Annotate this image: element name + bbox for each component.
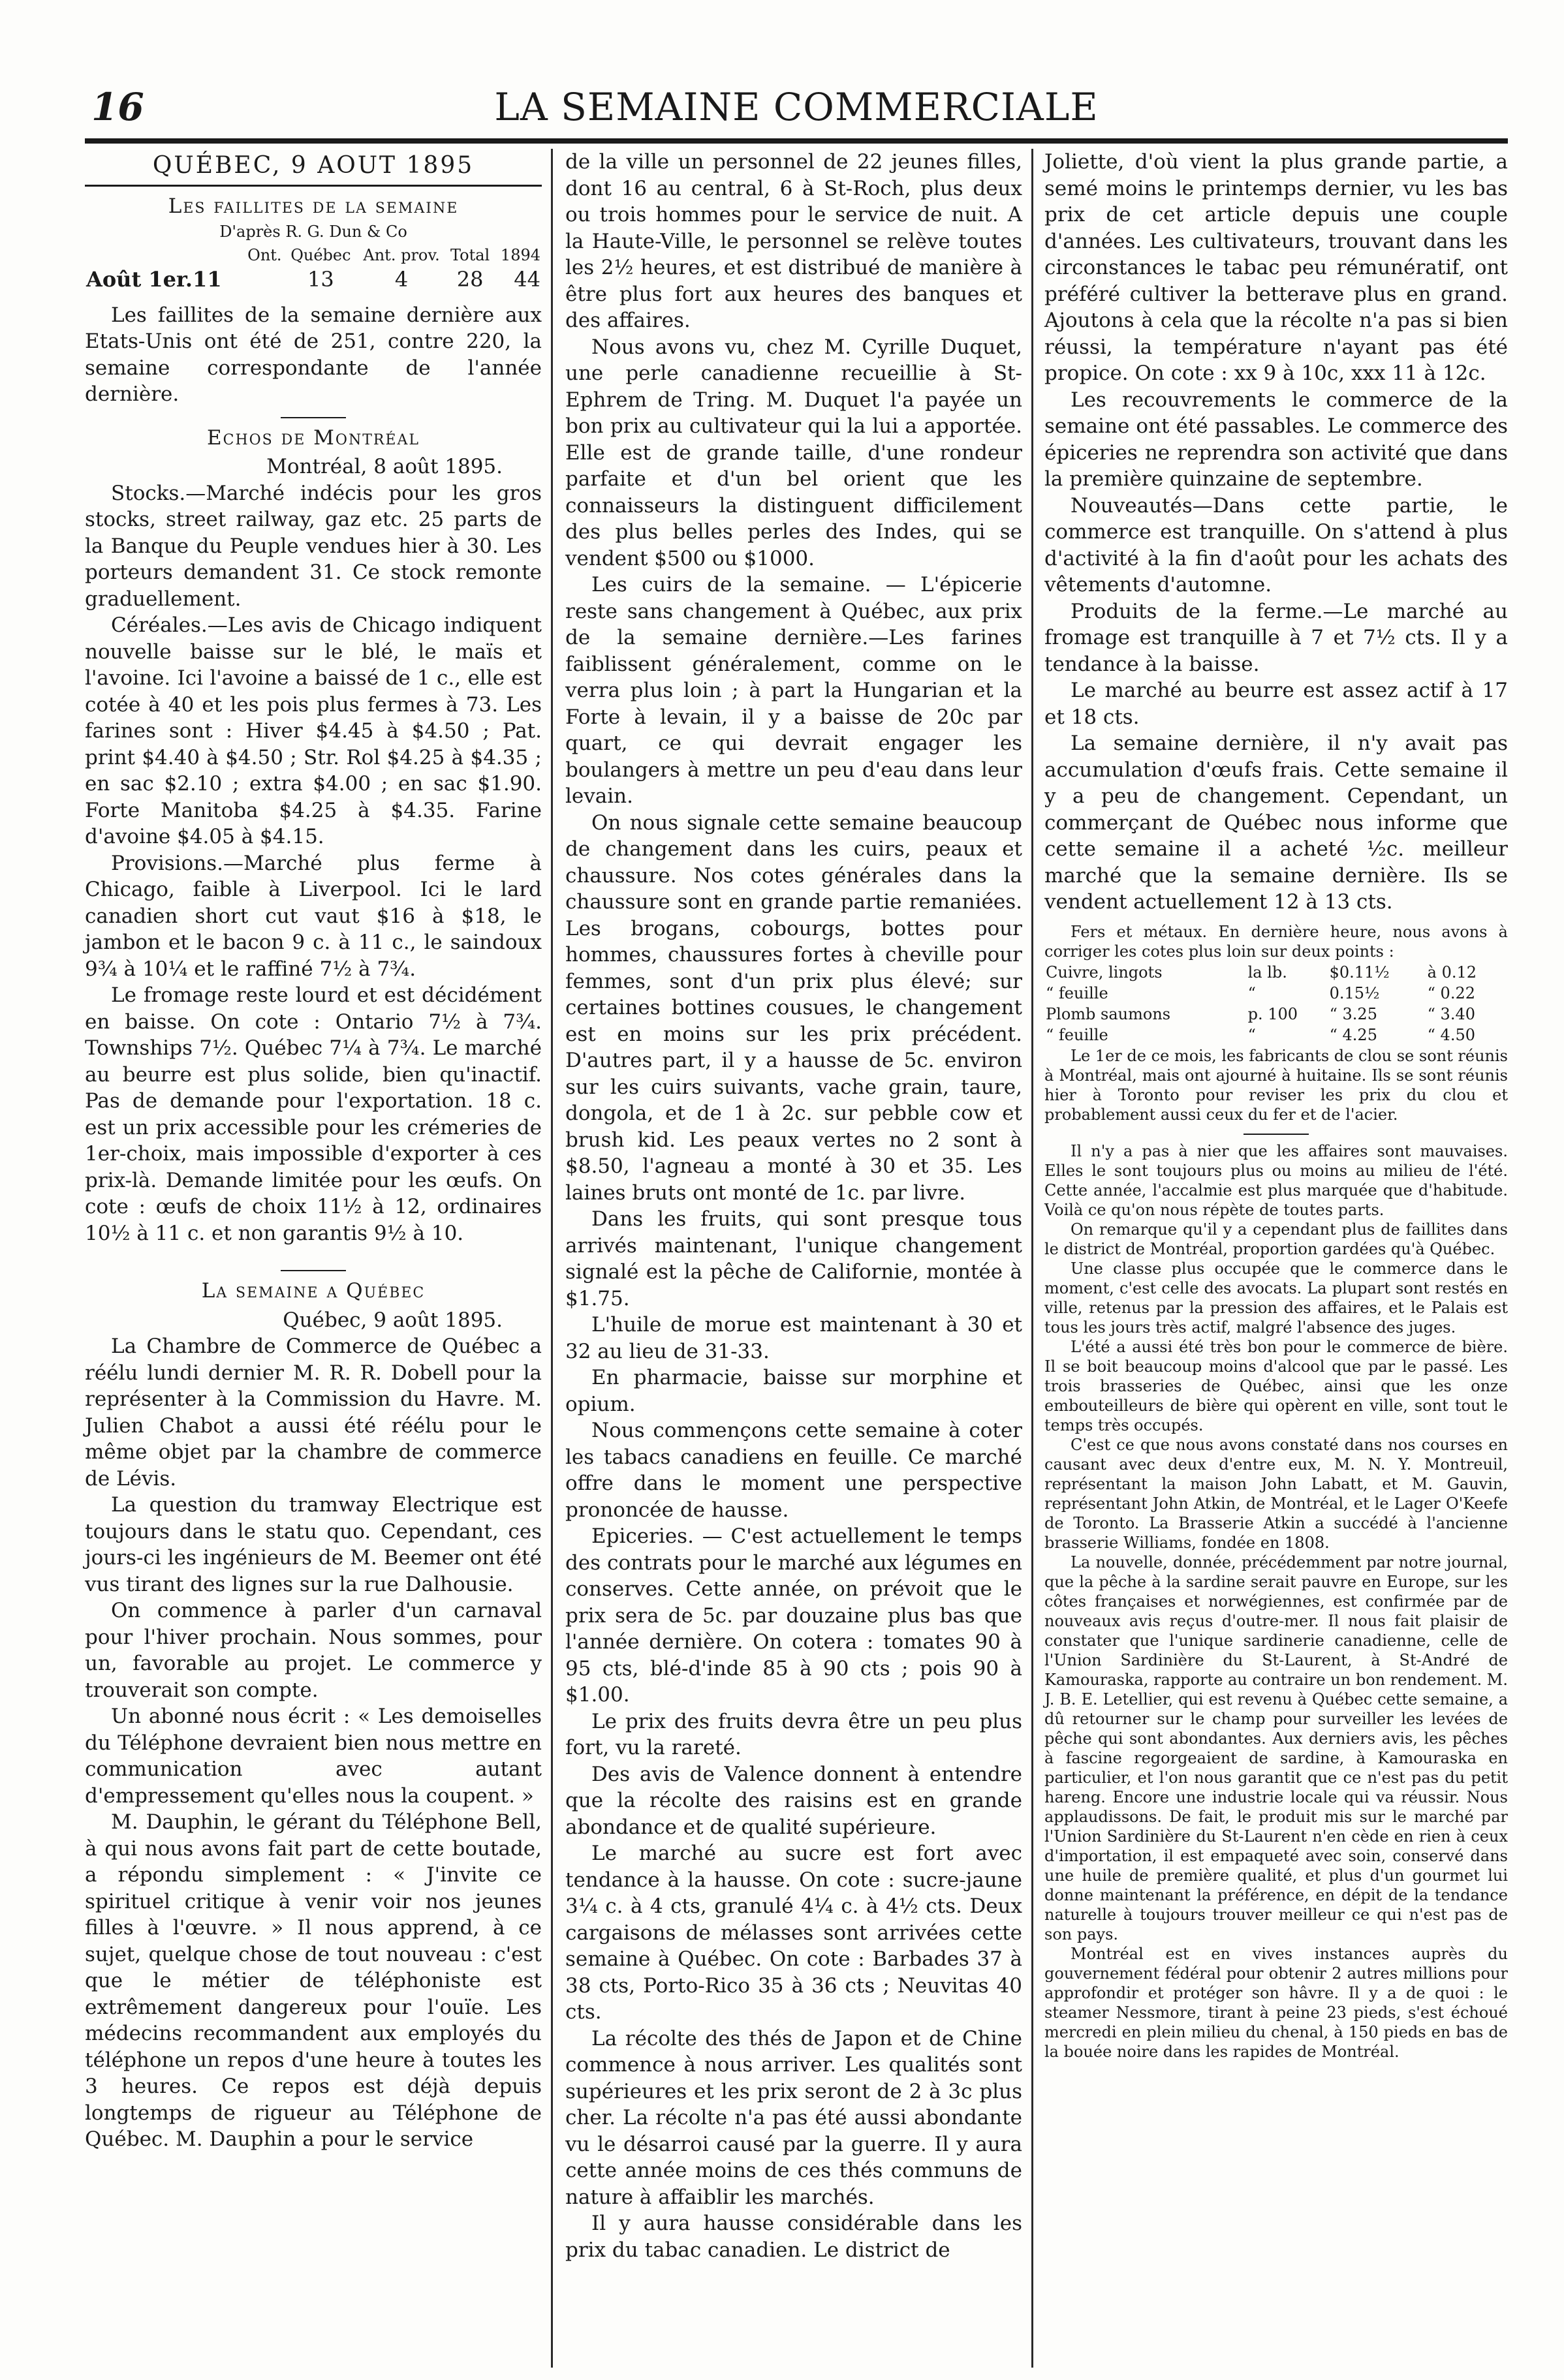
quebec-paragraph: On commence à parler d'un carnaval pour l'hiver prochain. Nous sommes, pour un, favorable au projet. Le commerce y trouverait son compte.	[85, 1599, 542, 1702]
faillites-source: D'après R. G. Dun & Co	[219, 223, 407, 241]
article-paragraph: La semaine dernière, il n'y avait pas accumulation d'œufs frais. Cette semaine il y a peu de changement. Cependant, un commerçant de Québec nous informe que cette semaine il a acheté ½c. meilleur marché que la semaine dernière. Ils se vendent actuellement 12 à 13 cts.	[1044, 732, 1508, 914]
section-divider	[281, 1270, 346, 1271]
article-paragraph: En pharmacie, baisse sur morphine et opium.	[565, 1366, 1022, 1416]
metaux-price: “ 0.22	[1427, 983, 1475, 1002]
section-divider	[281, 417, 346, 418]
table-cell: 28	[456, 267, 484, 292]
article-paragraph: Nous avons vu, chez M. Cyrille Duquet, une perle canadienne recueillie à St-Ephrem de Tring. M. Duquet l'a payée un bon prix au cultivateur qui la lui a apportée. Elle est de grande taille, d'une rondeur parfaite et d'un bel orient que les connaisseurs la distinguent difficilement des plus belles perles des Indes, qui se vendent $500 ou $1000.	[565, 335, 1022, 570]
echos-paragraph: Provisions.—Marché plus ferme à Chicago, faible à Liverpool. Ici le lard canadien short cut vaut $16 à $18, le jambon et le bacon 9 c. à 11 c., le saindoux 9¾ à 10¼ et le raffiné 7½ à 7¾.	[85, 851, 542, 981]
quebec-paragraph: La Chambre de Commerce de Québec a réélu lundi dernier M. R. R. Dobell pour la représenter à la Commission du Havre. M. Julien Chabot a aussi été réélu pour le même objet par la chambre de commerce de Lévis.	[85, 1335, 542, 1491]
quebec-dateline: Québec, 9 août 1895.	[283, 1308, 503, 1332]
metaux-row	[1046, 983, 1507, 1003]
spacer	[85, 1246, 542, 1261]
column-3	[1044, 149, 1508, 2062]
article-paragraph: Il y aura hausse considérable dans les prix du tabac canadien. Le district de	[565, 2212, 1022, 2262]
column-1	[85, 149, 542, 2153]
metaux-price: 0.15½	[1329, 983, 1380, 1002]
article-paragraph: de la ville un personnel de 22 jeunes filles, dont 16 au central, 6 à St-Roch, plus deux ou trois hommes pour le service de nuit. A la Haute-Ville, le personnel se relève toutes les 2½ heures, et est distribué de manière à être plus fort aux heures des banques et des affaires.	[565, 150, 1022, 332]
table-cell	[245, 266, 285, 293]
faillites-table-row	[86, 266, 540, 293]
chronique-paragraph: La nouvelle, donnée, précédemment par notre journal, que la pêche à la sardine serait pauvre en Europe, sur les côtes françaises et norwégiennes, est confirmée par de nouveaux avis reçus d'outre-mer. Il nous fait plaisir de constater que l'unique sardinerie canadienne, celle de l'Union Sardinière du St-Laurent, à St-André de Kamouraska, rapporte au contraire un bon rendement. M. J. B. E. Letellier, qui est revenu à Québec cette semaine, a dû retourner sur le champ pour surveiller les levées de pêche qui sont abondantes. Aux derniers avis, les pêches à fascine regorgeaient de sardine, à Kamouraska en particulier, et l'on nous garantit que ce n'est pas du petit hareng. Encore une industrie locale qui va réussir. Nous applaudissons. De fait, le produit mis sur le marché par l'Union Sardinière du St-Laurent n'en cède en rien à ceux d'importation, il est empaqueté avec soin, conservé dans une huile de première qualité, et plus d'un gourmet lui donne maintenant la préférence, en dépit de la tendance naturelle à toujours trouver meilleur ce qui n'est pas de son pays.	[1044, 1553, 1508, 1943]
metaux-price: “ 4.50	[1427, 1025, 1475, 1044]
metaux-label: Plomb saumons	[1046, 1004, 1171, 1023]
table-header-cell: 1894	[500, 246, 540, 264]
journal-title: LA SEMAINE COMMERCIALE	[494, 85, 1099, 129]
column-divider-1	[551, 149, 553, 2368]
metaux-row	[1046, 1004, 1507, 1024]
table-cell: Août 1er.11	[86, 267, 222, 292]
article-paragraph: L'huile de morue est maintenant à 30 et 32 au lieu de 31-33.	[565, 1313, 1022, 1363]
section-divider	[1243, 1134, 1309, 1135]
article-paragraph: On nous signale cette semaine beaucoup de changement dans les cuirs, peaux et chaussure. Nos cotes générales dans la chaussure sont en grande partie remaniées. Les brogans, cobourgs, bottes pour hommes, chaussures fortes à cheville pour femmes, sont d'un prix plus élevé; sur certaines bottines cousues, le changement est en moins sur les prix précédent. D'autres part, il y a hausse de 5c. environ sur les cuirs suivants, vache grain, taure, dongola, et de 1 à 2c. sur pebble cow et brush kid. Les peaux vertes no 2 sont à $8.50, l'agneau a monté à 30 et 35. Les laines bruts ont monté de 1c. par livre.	[565, 811, 1022, 1205]
quebec-paragraph: Un abonné nous écrit : « Les demoiselles du Téléphone devraient bien nous mettre en communication avec autant d'empressement qu'elles nous la coupent. »	[85, 1705, 542, 1808]
metaux-label: “ feuille	[1046, 983, 1108, 1002]
table-header-cell	[86, 245, 243, 265]
article-paragraph: Nous commençons cette semaine à coter les tabacs canadiens en feuille. Ce marché offre dans le moment une perspective prononcée de hausse.	[565, 1419, 1022, 1522]
article-paragraph: Epiceries. — C'est actuellement le temps des contrats pour le marché aux légumes en conserves. Cette année, on prévoit que le prix sera de 5c. par douzaine plus bas que l'année dernière. On cotera : tomates 90 à 95 cts, blé-d'inde 85 à 90 cts ; pois 90 à $1.00.	[565, 1524, 1022, 1707]
echos-heading: Echos de Montréal	[207, 425, 420, 450]
metaux-row	[1046, 963, 1507, 982]
metaux-table	[1044, 961, 1508, 1046]
chronique-paragraph: Il n'y a pas à nier que les affaires sont mauvaises. Elles le sont toujours plus ou moins au milieu de l'été. Cette année, l'accalmie est plus marquée que d'habitude. Voilà ce qu'on nous répète de toutes parts.	[1044, 1141, 1508, 1219]
metaux-label: “ feuille	[1046, 1025, 1108, 1044]
metaux-unit: p. 100	[1247, 1004, 1298, 1023]
article-paragraph: Nouveautés—Dans cette partie, le commerce est tranquille. On s'attend à plus d'activité à la fin d'août pour les achats des vêtements d'automne.	[1044, 493, 1508, 596]
metaux-label: Cuivre, lingots	[1046, 963, 1163, 981]
section-rule	[85, 185, 542, 187]
quebec-heading: La semaine a Québec	[201, 1279, 426, 1303]
article-paragraph: La récolte des thés de Japon et de Chine commence à nous arriver. Les qualités sont supérieures et les prix seront de 2 à 3c plus cher. La récolte n'a pas été aussi abondante vu le désarroi causé par la guerre. Il y aura cette année moins de ces thés communs de nature à affaiblir les marchés.	[565, 2026, 1022, 2209]
column-divider-2	[1031, 149, 1033, 2368]
faillites-heading: Les faillites de la semaine	[168, 194, 459, 218]
metaux-intro: Fers et métaux. En dernière heure, nous avons à corriger les cotes plus loin sur deux points :	[1044, 922, 1508, 961]
faillites-text: Les faillites de la semaine dernière aux Etats-Unis ont été de 251, contre 220, la semaine correspondante de l'année dernière.	[85, 303, 542, 406]
quebec-paragraph: M. Dauphin, le gérant du Téléphone Bell, à qui nous avons fait part de cette boutade, a répondu simplement : « J'invite ce spirituel critique à venir voir nos jeunes filles à l'œuvre. » Il nous apprend, à ce sujet, quelque chose de tout nouveau : c'est que le métier de téléphoniste est extrêmement dangereux pour l'ouïe. Les médecins recommandent aux employés du téléphone un repos d'une heure à toutes les 3 heures. Ce repos est déjà depuis longtemps de rigueur au Téléphone de Québec. M. Dauphin a pour le service	[85, 1810, 542, 2151]
article-paragraph: Joliette, d'où vient la plus grande partie, a semé moins le printemps dernier, vu les bas prix de cet article depuis une couple d'années. Les cultivateurs, trouvant dans les circonstances le tabac peu rémunératif, ont préféré cultiver la betterave plus en grand. Ajoutons à cela que la récolte n'a pas si bien réussi, la température n'ayant pas été propice. On cote : xx 9 à 10c, xxx 11 à 12c.	[1044, 150, 1508, 385]
article-paragraph: Les cuirs de la semaine. — L'épicerie reste sans changement à Québec, aux prix de la semaine dernière.—Les farines faiblissent généralement, comme on le verra plus loin ; à part la Hungarian et la Forte à levain, il y a baisse de 20c par quart, ce qui devrait engager les boulangers à mettre un peu d'eau dans leur levain.	[565, 573, 1022, 808]
article-paragraph: Le marché au beurre est assez actif à 17 et 18 cts.	[1044, 679, 1508, 729]
faillites-table-header	[86, 245, 540, 265]
echos-paragraph: Le fromage reste lourd et est décidément en baisse. On cote : Ontario 7½ à 7¾. Townships 7½. Québec 7¼ à 7¾. Le marché au beurre est plus solide, bien qu'inactif. Pas de demande pour l'exportation. 18 c. est un prix accessible pour les crémeries de 1er-choix, mais impossible d'exporter à ces prix-là. Demande limitée pour les œufs. On cote : œufs de choix 11½ à 12, ordinaires 10½ à 11 c. et non garantis 9½ à 10.	[85, 983, 542, 1245]
chronique-paragraph: On remarque qu'il y a cependant plus de faillites dans le district de Montréal, proportion gardées qu'à Québec.	[1044, 1220, 1508, 1258]
faillites-table	[85, 244, 542, 294]
table-cell: 4	[394, 267, 409, 292]
header-rule	[85, 138, 1508, 144]
table-header-cell: Ont.	[247, 246, 282, 264]
article-paragraph: Dans les fruits, qui sont presque tous arrivés maintenant, l'unique changement signalé est la pêche de Californie, montée à $1.75.	[565, 1207, 1022, 1310]
article-paragraph: Le prix des fruits devra être un peu plus fort, vu la rareté.	[565, 1709, 1022, 1759]
chronique-paragraph: Montréal est en vives instances auprès du gouvernement fédéral pour obtenir 2 autres millions pour approfondir et protéger son hâvre. Il y a de quoi : le steamer Nessmore, tirant à peine 23 pieds, s'est échoué mercredi en plein milieu du chenal, à 150 pieds en bas de la bouée noire dans les rapides de Montréal.	[1044, 1944, 1508, 2061]
metaux-row	[1046, 1025, 1507, 1045]
echos-dateline: Montréal, 8 août 1895.	[266, 455, 503, 478]
chronique-paragraph: C'est ce que nous avons constaté dans nos courses en causant avec deux d'entre eux, M. N. Y. Montreuil, représentant la maison John Labatt, et M. Gauvin, représentant John Atkin, de Montréal, et le Lager O'Keefe de Toronto. La Brasserie Atkin a succédé à l'ancienne brasserie Williams, fondée en 1808.	[1044, 1435, 1508, 1552]
metaux-price: “ 3.40	[1427, 1004, 1475, 1023]
metaux-unit: “	[1247, 1025, 1256, 1044]
metaux-price: à 0.12	[1427, 963, 1477, 981]
metaux-price: “ 3.25	[1329, 1004, 1377, 1023]
article-paragraph: Produits de la ferme.—Le marché au fromage est tranquille à 7 et 7½ cts. Il y a tendance à la baisse.	[1044, 599, 1508, 676]
metaux-price: “ 4.25	[1329, 1025, 1377, 1044]
echos-paragraph: Stocks.—Marché indécis pour les gros stocks, street railway, gaz etc. 25 parts de la Banque du Peuple vendues hier à 30. Les porteurs demandent 31. Ce stock remonte graduellement.	[85, 481, 542, 611]
quebec-paragraph: La question du tramway Electrique est toujours dans le statu quo. Cependant, ces jours-ci les ingénieurs de M. Beemer ont été vus tirant des lignes sur la rue Dalhousie.	[85, 1493, 542, 1596]
table-header-cell: Québec	[290, 246, 351, 264]
chronique-paragraph: Une classe plus occupée que le commerce dans le moment, c'est celle des avocats. La plupart sont restés en ville, retenus par la pression des affaires, et le Palais est tous les jours très actif, malgré l'absence des juges.	[1044, 1259, 1508, 1337]
echos-paragraph: Céréales.—Les avis de Chicago indiquent nouvelle baisse sur le blé, le maïs et l'avoine. Ici l'avoine a baissé de 1 c., elle est cotée à 40 et les pois plus fermes à 73. Les farines sont : Hiver $4.45 à $4.50 ; Pat. print $4.40 à $4.50 ; Str. Rol $4.25 à $4.35 ; en sac $2.10 ; extra $4.00 ; en sac $1.90. Forte Manitoba $4.25 à $4.35. Farine d'avoine $4.05 à $4.15.	[85, 613, 542, 848]
page-number: 16	[91, 85, 144, 129]
dateline-quebec: QUÉBEC, 9 AOUT 1895	[152, 152, 475, 179]
metaux-price: $0.11½	[1329, 963, 1390, 981]
article-paragraph: Des avis de Valence donnent à entendre que la récolte des raisins est en grande abondance et de qualité supérieure.	[565, 1762, 1022, 1839]
page-header	[85, 78, 1508, 137]
table-header-cell: Ant. prov.	[363, 246, 440, 264]
article-paragraph: Les recouvrements le commerce de la semaine ont été passables. Le commerce des épiceries ne reprendra son activité que dans la première quinzaine de septembre.	[1044, 388, 1508, 491]
metaux-text: Le 1er de ce mois, les fabricants de clou se sont réunis à Montréal, mais ont ajourné à huitaine. Ils se sont réunis hier à Toronto pour reviser les prix du clou et probablement aussi ceux du fer et de l'acier.	[1044, 1046, 1508, 1124]
table-header-cell: Total	[450, 246, 490, 264]
chronique-paragraph: L'été a aussi été très bon pour le commerce de bière. Il se boit beaucoup moins d'alcool que par le passé. Les trois brasseries de Québec, ainsi que les onze embouteilleurs de bière qui opèrent en ville, sont tout le temps très occupés.	[1044, 1337, 1508, 1434]
article-paragraph: Le marché au sucre est fort avec tendance à la hausse. On cote : sucre-jaune 3¼ c. à 4 cts, granulé 4¼ c. à 4½ cts. Deux cargaisons de mélasses sont arrivées cette semaine à Québec. On cote : Barbades 37 à 38 cts, Porto-Rico 35 à 36 cts ; Neuvitas 40 cts.	[565, 1842, 1022, 2024]
column-2	[565, 149, 1022, 2263]
metaux-unit: “	[1247, 983, 1256, 1002]
table-cell: 44	[514, 267, 540, 292]
table-cell: 13	[307, 267, 334, 292]
metaux-unit: la lb.	[1247, 963, 1287, 981]
